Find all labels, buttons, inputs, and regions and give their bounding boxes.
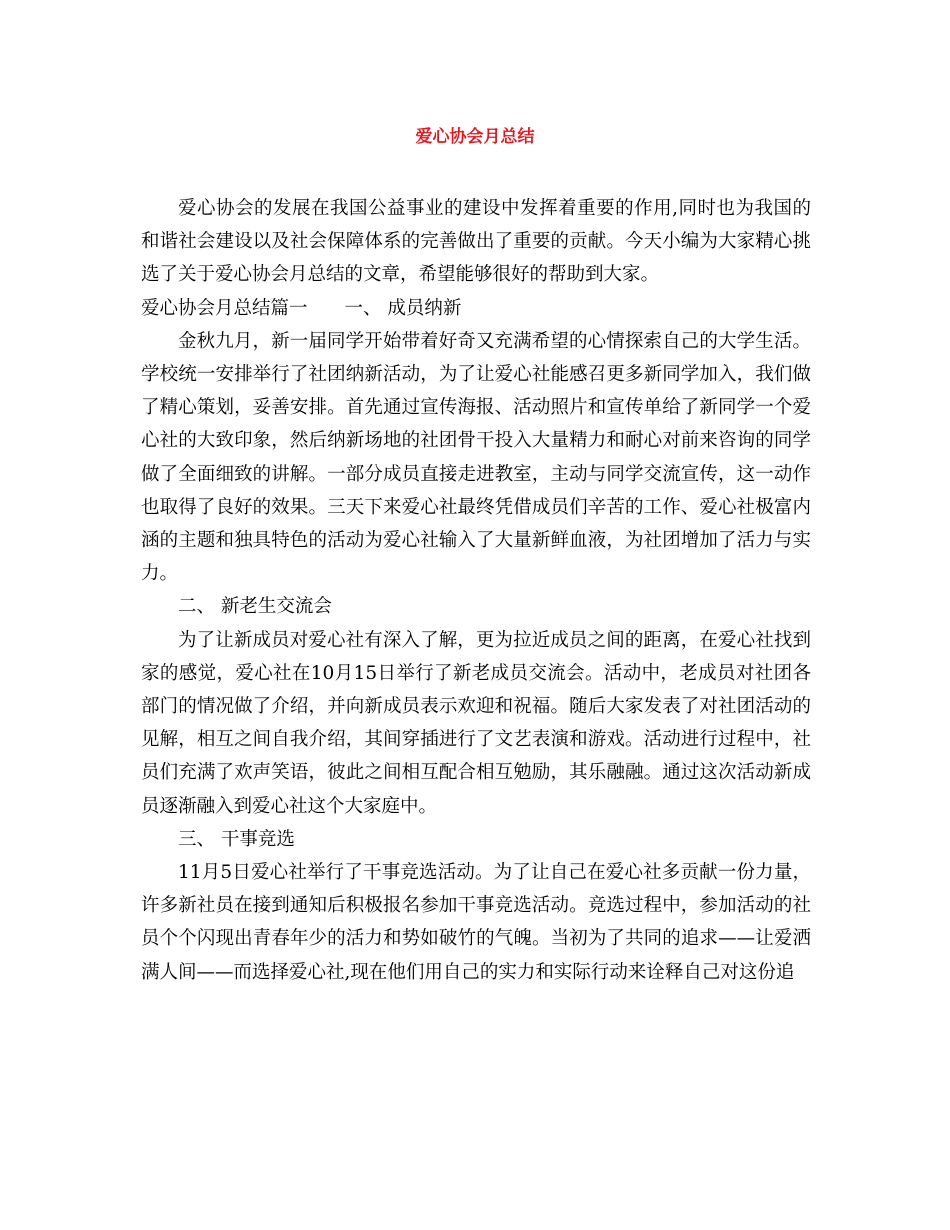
part-heading-line [141,292,811,325]
section-heading-2: 二、 新老生交流会 [178,596,332,618]
intro-paragraph: 爱心协会的发展在我国公益事业的建设中发挥着重要的作用,同时也为我国的和谐社会建设以及社会保障体系的完善做出了重要的贡献。今天小编为大家精心挑选了关于爱心协会月总结的文章，希望能够很好的帮助到大家。 [141,198,811,286]
section-paragraph-1: 金秋九月，新一届同学开始带着好奇又充满希望的心情探索自己的大学生活。学校统一安排举行了社团纳新活动，为了让爱心社能感召更多新同学加入，我们做了精心策划，妥善安排。首先通过宣传海报、活动照片和宣传单给了新同学一个爱心社的大致印象，然后纳新场地的社团骨干投入大量精力和耐心对前来咨询的同学做了全面细致的讲解。一部分成员直接走进教室，主动与同学交流宣传，这一动作也取得了良好的效果。三天下来爱心社最终凭借成员们辛苦的工作、爱心社极富内涵的主题和独具特色的活动为爱心社输入了大量新鲜血液，为社团增加了活力与实力。 [141,330,811,585]
document-body [141,192,811,989]
section-paragraph-2: 为了让新成员对爱心社有深入了解，更为拉近成员之间的距离，在爱心社找到家的感觉，爱心社在10月15日举行了新老成员交流会。活动中，老成员对社团各部门的情况做了介绍，并向新成员表示欢迎和祝福。随后大家发表了对社团活动的见解，相互之间自我介绍，其间穿插进行了文艺表演和游戏。活动进行过程中，社员们充满了欢声笑语，彼此之间相互配合相互勉励，其乐融融。通过这次活动新成员逐渐融入到爱心社这个大家庭中。 [141,629,811,817]
section-paragraph-3: 11月5日爱心社举行了干事竞选活动。为了让自己在爱心社多贡献一份力量，许多新社员在接到通知后积极报名参加干事竞选活动。竞选过程中，参加活动的社员个个闪现出青春年少的活力和势如破竹的气魄。当初为了共同的追求——让爱洒满人间——而选择爱心社,现在他们用自己的实力和实际行动来诠释自己对这份追 [141,862,811,983]
document-title: 爱心协会月总结 [415,127,535,147]
section-heading-3: 三、 干事竞选 [178,828,295,850]
section-heading-1: 一、 成员纳新 [344,297,462,319]
part-label: 爱心协会月总结篇一 [141,297,308,319]
